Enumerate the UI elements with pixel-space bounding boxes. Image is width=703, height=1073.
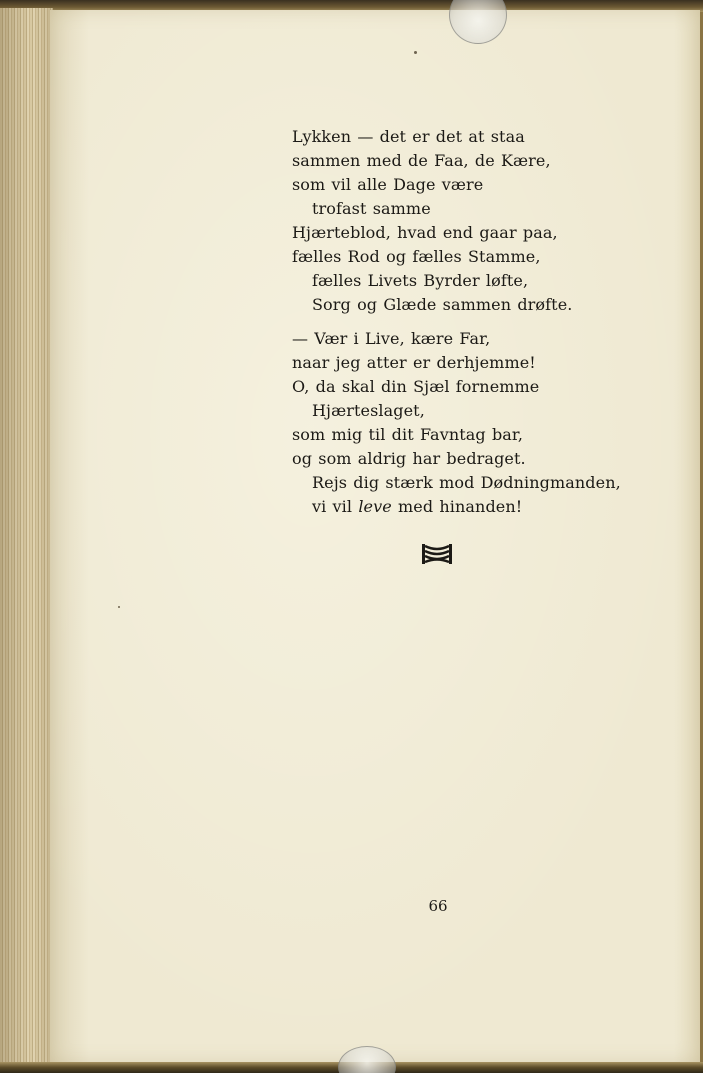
poem-line-last	[292, 495, 621, 519]
poem-line: sammen med de Faa, de Kære,	[292, 151, 551, 170]
poem-line: O, da skal din Sjæl fornemme	[292, 377, 540, 396]
page-stack-edges	[0, 8, 53, 1066]
poem-word: vi vil	[312, 497, 353, 516]
stanza-gap	[292, 317, 621, 327]
poem-word: med hinanden!	[398, 497, 523, 516]
tailpiece-ornament-icon	[421, 543, 453, 565]
poem-text	[292, 125, 621, 519]
poem-line: — Vær i Live, kære Far,	[292, 329, 491, 348]
poem-line: og som aldrig har bedraget.	[292, 449, 526, 468]
poem-line: som vil alle Dage være	[292, 175, 484, 194]
paper-speck	[414, 51, 417, 54]
poem-line: Lykken — det er det at staa	[292, 127, 525, 146]
poem-line: fælles Rod og fælles Stamme,	[292, 247, 541, 266]
emphasized-word: leve	[358, 497, 392, 516]
poem-line: trofast samme	[312, 199, 431, 218]
poem-line: Rejs dig stærk mod Dødningmanden,	[312, 473, 621, 492]
paper-speck	[118, 606, 120, 608]
poem-line: som mig til dit Favntag bar,	[292, 425, 524, 444]
page-number: 66	[428, 897, 448, 915]
poem-line: Hjærteblod, hvad end gaar paa,	[292, 223, 558, 242]
poem-line: Hjærteslaget,	[312, 401, 425, 420]
poem-line: naar jeg atter er derhjemme!	[292, 353, 536, 372]
poem-line: Sorg og Glæde sammen drøfte.	[312, 295, 573, 314]
poem-line: fælles Livets Byrder løfte,	[312, 271, 529, 290]
